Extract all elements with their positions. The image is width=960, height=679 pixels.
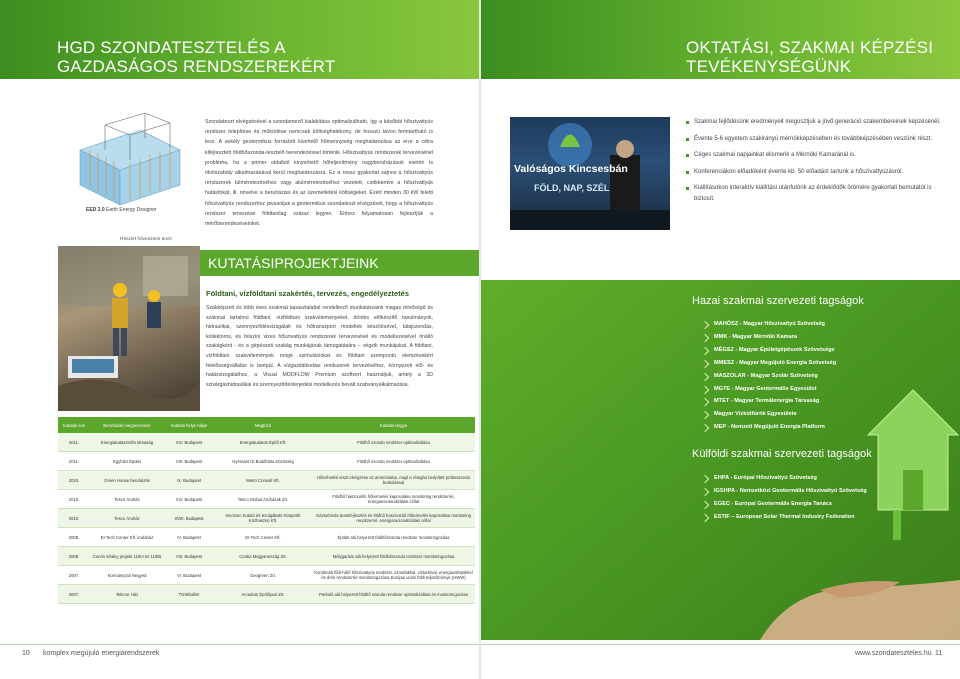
- table-row: [58, 433, 475, 452]
- list-item: MASZOLAR - Magyar Szolár Szövetség: [700, 370, 836, 383]
- cell-investment: Green House beruházás: [104, 477, 150, 483]
- cell-client: Arcadom Építőipari Zrt.: [241, 591, 285, 597]
- cell-year: 2011.: [68, 439, 80, 445]
- cell-investment: Energiakatasztrófa társaság: [100, 439, 154, 445]
- worker-illustration: [58, 246, 200, 411]
- list-item: Szakmai fejlődésünk eredményeit megosztjuk a jövő generáció szakembereinek képzésénél.: [686, 117, 946, 128]
- cell-year: 2011.: [68, 458, 80, 464]
- foreign-memberships-title: Külföldi szakmai szervezeti tagságok: [692, 448, 872, 460]
- cell-subject: Épület alá helyezett földhőszonda rendszer monitoringozása: [337, 534, 450, 540]
- cell-subject: Hőterhelési teszt elvégzése az ammóniaba, majd a rétegba beépített próbaszonda burkolással: [317, 475, 470, 485]
- table-header: [58, 417, 475, 433]
- stage-banner-text: Valóságos Kincsesbán: [514, 163, 628, 175]
- cell-location: VI. Budapest: [177, 572, 201, 578]
- right-banner-title-line2: TEVÉKENYSÉGÜNK: [686, 57, 852, 76]
- table-row: [58, 585, 475, 604]
- cell-year: 2010.: [68, 515, 80, 521]
- cell-investment: Egyházi Épület: [113, 458, 141, 464]
- cell-client: Energiatudatos Építő Kft.: [239, 439, 287, 445]
- cell-subject: Földhő szonda rendszer optimalizálása: [357, 439, 430, 445]
- eed-caption: [86, 207, 157, 213]
- foreign-memberships-list: [700, 472, 867, 524]
- cell-year: 2008.: [68, 553, 80, 559]
- cell-location: VIII. Budapest: [175, 458, 203, 464]
- cell-client: InnoGeo Kutató és Szolgáltató Nonprofit Közhasznú Kft.: [225, 513, 301, 523]
- cell-year: 2008.: [68, 534, 80, 540]
- worker-photo-caption: Részlet hőveszteni teszt: [120, 237, 172, 242]
- table-body: [58, 433, 475, 604]
- header-subject: Kutatás tárgya: [379, 422, 407, 428]
- right-page-number: 11: [935, 650, 943, 657]
- cell-investment: Kormányzati Negyed: [107, 572, 147, 578]
- cell-year: 2010.: [68, 477, 80, 483]
- right-banner-title-line1: OKTATÁSI, SZAKMAI KÉPZÉSI: [686, 38, 934, 57]
- cell-subject: Mélygarázs alá helyezett földhőszonda rendszer monitoringozása: [332, 553, 455, 559]
- cell-client: EI-Tech Center Kft.: [245, 534, 281, 540]
- cell-location: Törökbálint: [178, 591, 200, 597]
- list-item: MEP - Nemzeti Megújuló Energia Platform: [700, 421, 836, 434]
- list-item: Céges szakmai napjainkat elismerik a Mérnöki Kamaránál is.: [686, 150, 946, 161]
- cell-year: 2007.: [68, 572, 80, 578]
- header-client: Megbízó: [254, 422, 272, 428]
- cell-subject: Földhő hasznosító hőtermelés kapcsolása monitoring rendszerrel, energiaracionalizálási céllal: [332, 494, 455, 504]
- list-item: MGTE - Magyar Geotermális Egyesület: [700, 383, 836, 396]
- intro-paragraph: Szondateszt elvégzésével a szondamező kialakítása optimalizálható, így a későbbi hőszivattyús rendszer telepítése és működése nemcsak költséghatékony, de hosszú távon fenntartható is lesz. A sekély geotermikus forrásból kivehető hőmennyiség meghatározása az erre a célra kifejlesztett földhőszonda-tesztelő berendezéssel történik. Hőszivattyús rendszerek tervezésénél probléma, ha a primer oldalból kinyerhető hőteljesítmény nagyberuházások esetén is ökölszabály alkalmazásával kerül meghatározásra. Ez a rossz gyakorlat sajnos a hőszivattyús rendszerek túlméretezéséhez vagy alulméretezéséhez vezetett, csökkentve a hőszivattyúk hatásfokát, ill. növelve a beruházási és az üzemeltetési költségeket. Ezért minden 30 kW feletti hőszivattyús rendszerhez javasoljuk a geotermikus szondateszt elvégzését, hogy a hőszivattyús rendszer tervezése földtanilag száraz legyen. Ehhez folyamatosan fejlesztjük a mérőberendezéseinket.: [205, 119, 433, 228]
- list-item: Kiállításokon interaktív kiállítási utánfutónk az érdeklődők örömére gyakorlati bemutatót is biztosít.: [686, 183, 946, 204]
- cell-investment: Corvin sétány projekt 119/A és 119/B: [92, 553, 162, 559]
- field-test-photo: [58, 246, 200, 411]
- left-banner-title-line1: HGD SZONDATESZTELÉS A: [57, 38, 286, 57]
- list-item: IGSHPA - Nemzetközi Geotermális Hőszivattyú Szövetség: [700, 485, 867, 498]
- list-item: MTET - Magyar Termálenergia Társaság: [700, 395, 836, 408]
- cell-location: IV. Budapest: [177, 534, 201, 540]
- list-item: Magyar Vízkútfúrók Egyesülete: [700, 408, 836, 421]
- header-year: Kutatás éve: [62, 422, 86, 428]
- education-bullets: [686, 117, 946, 211]
- table-row: [58, 547, 475, 566]
- geology-subtitle: Földtani, vízföldtani szakértés, tervezés, engedélyeztetés: [206, 289, 409, 298]
- cell-subject: Kombinált fűtő-hűtő hőszivattyús rendszer, szondákkal, víztartóval, energiacölöpökkel és drén rendszerrel monitoringozása Európai uniós földi teljesítménye (HWW): [314, 570, 473, 580]
- list-item: MÉGSZ - Magyar Épületgépészek Szövetsége: [700, 344, 836, 357]
- list-item: ESTIF – European Solar Thermal Industry Federation: [700, 511, 867, 524]
- cell-client: Metro Consult Kft.: [246, 477, 280, 483]
- list-item: Konferenciákon előadóként évente kb. 50 előadást tartunk a hőszivattyúzásról.: [686, 167, 946, 178]
- right-banner-title: [686, 38, 946, 76]
- right-banner: [481, 0, 960, 79]
- list-item: MMK - Magyar Mérnöki Kamara: [700, 331, 836, 344]
- eed-caption-text: Earth Energy Designer: [106, 207, 157, 213]
- conference-photo: [510, 117, 670, 230]
- table-row: [58, 471, 475, 490]
- footer-website-link[interactable]: www.szondateszteles.hu: [855, 650, 932, 657]
- left-banner: [0, 0, 479, 79]
- table-row: [58, 490, 475, 509]
- borehole-field-diagram: [70, 105, 190, 215]
- memberships-panel: [481, 280, 960, 640]
- stage-banner-subtext: FÖLD, NAP, SZÉL: [534, 183, 610, 193]
- left-banner-title: [57, 38, 417, 76]
- table-row: [58, 566, 475, 585]
- cell-investment: Tesco Áruház: [114, 496, 140, 502]
- left-page: [0, 0, 479, 679]
- research-projects-title: KUTATÁSIPROJEKTJEINK: [200, 250, 480, 276]
- table-row: [58, 528, 475, 547]
- list-item: MAHÖSZ - Magyar Hőszivattyú Szövetség: [700, 318, 836, 331]
- cell-investment: Telenor Ház: [115, 591, 139, 597]
- header-location: Kutatás helye hálye: [170, 422, 208, 428]
- header-investment: Beruházás megnevezése: [103, 422, 151, 428]
- research-table: [58, 417, 475, 604]
- cell-location: XVIII. Budapest: [174, 515, 204, 521]
- list-item: EGEC - Európai Geotermális Energia Tanács: [700, 498, 867, 511]
- cell-subject: Földhő szonda rendszer optimalizálása: [357, 458, 430, 464]
- cell-location: XIV. Budapest: [175, 439, 203, 445]
- cell-investment: Tesco Áruház: [114, 515, 140, 521]
- cell-investment: EI-Tech Center Kft. irodaház: [100, 534, 154, 540]
- table-row: [58, 509, 475, 528]
- cell-subject: Parkoló alá helyezett földhő szonda rendszer optimalizálása és monitoringozása: [319, 591, 468, 597]
- left-page-number: 10: [22, 650, 30, 657]
- domestic-memberships-list: [700, 318, 836, 434]
- cell-client: Tesco Global Áruházak Zrt.: [237, 496, 289, 502]
- list-item: MMESZ - Magyar Megújuló Energia Szövetség: [700, 357, 836, 370]
- cell-year: 2010.: [68, 496, 80, 502]
- cell-client: Cordia Magyarország Zrt.: [239, 553, 287, 559]
- cell-client: Geogreen Zrt.: [249, 572, 277, 578]
- geology-paragraph: Szakképzett és több éves szakmai tapasztalattal rendelkező munkatársaink magas minőségű és szakmai tartalmú földtani, vízföldtani szakvéleményeket, döntés előkészítő tanulmányok, hidraulikai, szennyeződésvizsgálati és hőtranszport modellek készítésével, talajszondás, kollektoros, és felszíni vizes hőszivattyús rendszerek tervezésével és modellezésével önálló szakágként - és a gépészeti szakág munkájának támogatására – végzik munkájukat. A földtani, vízföldtani szakvélemények mögé szimulációkat és földtani szempontú elemzésekért felelősségvállalás is beépül. A vízgazdálkodási rendszerek tervezéséhez, környezeti elő- és hatásvizsgálathoz, a Visual MODFLOW Premium szoftvert használjuk, amely a 3D szivárgáshidraulikai és szennyeződésterjedési modellezés bevált szabványalkalmazása.: [206, 305, 433, 388]
- left-footer-rule: [0, 644, 479, 645]
- left-banner-title-line2: GAZDASÁGOS RENDSZEREKÉRT: [57, 57, 336, 76]
- list-item: Évente 5-6 egyetem szakirányú mérnökképzésében és továbbképzésében veszünk részt.: [686, 134, 946, 145]
- cell-subject: Gázturbinás áramfejlesztés és földhő hasznosító hőtermelés kapcsolása monitoring rendszerrel, energiaracionalizálási céllal: [315, 513, 472, 523]
- left-footer-text: komplex megújuló energiarendszerek: [43, 650, 160, 657]
- cell-location: XIV. Budapest: [175, 496, 203, 502]
- cell-year: 2007.: [68, 591, 80, 597]
- table-row: [58, 452, 475, 471]
- eed-caption-bold: EED 3.0: [86, 207, 105, 213]
- cell-client: Gyémánt Út Buddhista Közösség: [232, 458, 294, 464]
- right-footer-rule: [481, 644, 960, 645]
- cell-location: IX. Budapest: [177, 477, 201, 483]
- list-item: EHPA - Európai Hőszivattyú Szövetség: [700, 472, 867, 485]
- cell-location: VIII. Budapest: [175, 553, 203, 559]
- domestic-memberships-title: Hazai szakmai szervezeti tagságok: [692, 295, 864, 307]
- green-house-icon: [863, 380, 960, 540]
